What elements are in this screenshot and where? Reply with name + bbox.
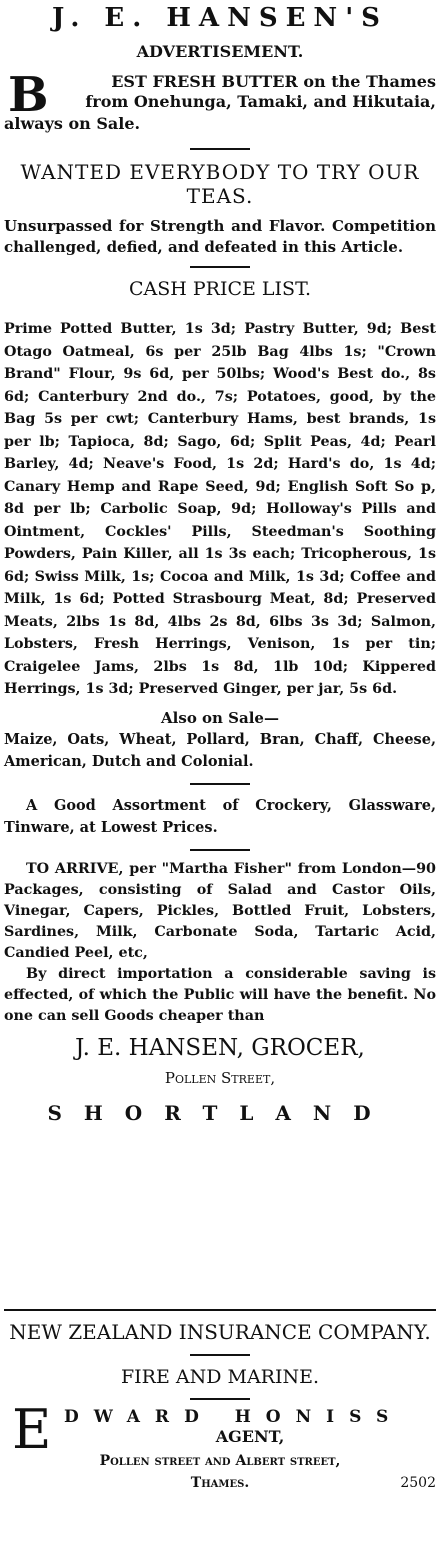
agent-block xyxy=(4,1398,436,1506)
teas-heading: WANTED EVERYBODY TO TRY OUR TEAS. xyxy=(20,160,420,208)
arrive-text: TO ARRIVE, per "Martha Fisher" from London—90 Packages, consisting of Salad and Castor Oils, Vinegar, Capers, Pickles, Bottled Fruit, Lobsters, Sardines, Milk, Carbonate Soda, Tartaric Acid, Candied Peel, etc, xyxy=(4,860,436,961)
fire-marine: FIRE AND MARINE. xyxy=(120,1366,320,1388)
advert-title: J. E. HANSEN'S xyxy=(52,3,388,33)
grocer-street: Pollen Street, xyxy=(164,1068,276,1087)
insurance-advertisement xyxy=(4,1320,436,1506)
crockery-text: A Good Assortment of Crockery, Glassware, Tinware, at Lowest Prices. xyxy=(4,796,436,836)
advert-subtitle: ADVERTISEMENT. xyxy=(136,42,304,61)
butter-line-1: EST FRESH BUTTER on the Thames xyxy=(111,72,436,91)
divider xyxy=(190,148,250,150)
butter-line-3: always on Sale. xyxy=(4,114,141,133)
section-rule xyxy=(4,1309,436,1311)
price-heading: CASH PRICE LIST. xyxy=(129,278,311,300)
agent-address: Pollen street and Albert street, xyxy=(99,1453,341,1469)
import-text: By direct importation a considerable saving is effected, of which the Public will have the benefit. No one can sell Goods cheaper than xyxy=(4,965,436,1024)
agent-town: Thames. xyxy=(190,1475,250,1491)
advert-number: 2502 xyxy=(400,1475,436,1491)
price-list: Prime Potted Butter, 1s 3d; Pastry Butter, 9d; Best Otago Oatmeal, 6s per 25lb Bag 4lbs 1s; "Crown Brand" Flour, 9s 6d, per 50lbs; Wood's Best do., 8s 6d; Canterbury 2nd do., 7s; Potatoes, good, by the Bag 5s per cwt; Canterbury Hams, best brands, 1s per lb; Tapioca, 8d; Sago, 6d; Split Peas, 4d; Pearl Barley, 4d; Neave's Food, 1s 2d; Hard's do, 1s 4d; Canary Hemp and Rape Seed, 9d; English Soft So p, 8d per lb; Carbolic Soap, 9d; Holloway's Pills and Ointment, Cockles' Pills, Steedman's Soothing Powders, Pain Killer, all 1s 3s each; Tricopherous, 1s 6d; Swiss Milk, 1s; Cocoa and Milk, 1s 3d; Coffee and Milk, 1s 6d; Potted Strasbourg Meat, 8d; Preserved Meats, 2lbs 1s 8d, 4lbs 2s 8d, 6lbs 3s 3d; Salmon, Lobsters, Fresh Herrings, Venison, 1s per tin; Craigelee Jams, 2lbs 1s 8d, 1lb 10d; Kippered Herrings, 1s 3d; Preserved Ginger, per jar, 5s 6d. xyxy=(4,321,436,697)
insurance-company: NEW ZEALAND INSURANCE COMPANY. xyxy=(9,1320,431,1344)
grocer-town: SHORTLAND xyxy=(47,1100,393,1125)
agent-name: DWARD HONISS xyxy=(64,1407,404,1427)
also-heading: Also on Sale— xyxy=(161,708,279,727)
butter-line-2: from Onehunga, Tamaki, and Hikutaia, xyxy=(85,92,436,111)
divider xyxy=(190,849,250,851)
agent-role: AGENT, xyxy=(215,1427,285,1446)
divider xyxy=(190,1398,250,1400)
teas-text: Unsurpassed for Strength and Flavor. Competition challenged, defied, and defeated in this Article. xyxy=(4,217,436,256)
drop-cap: E xyxy=(12,1398,52,1461)
divider xyxy=(190,783,250,785)
divider xyxy=(190,1354,250,1356)
grocer-name: J. E. HANSEN, GROCER, xyxy=(75,1034,365,1061)
also-text: Maize, Oats, Wheat, Pollard, Bran, Chaff, Cheese, American, Dutch and Colonial. xyxy=(4,730,436,770)
hansen-advertisement xyxy=(4,0,436,1127)
drop-cap: B xyxy=(8,67,49,123)
butter-notice xyxy=(4,67,436,138)
divider xyxy=(190,266,250,268)
